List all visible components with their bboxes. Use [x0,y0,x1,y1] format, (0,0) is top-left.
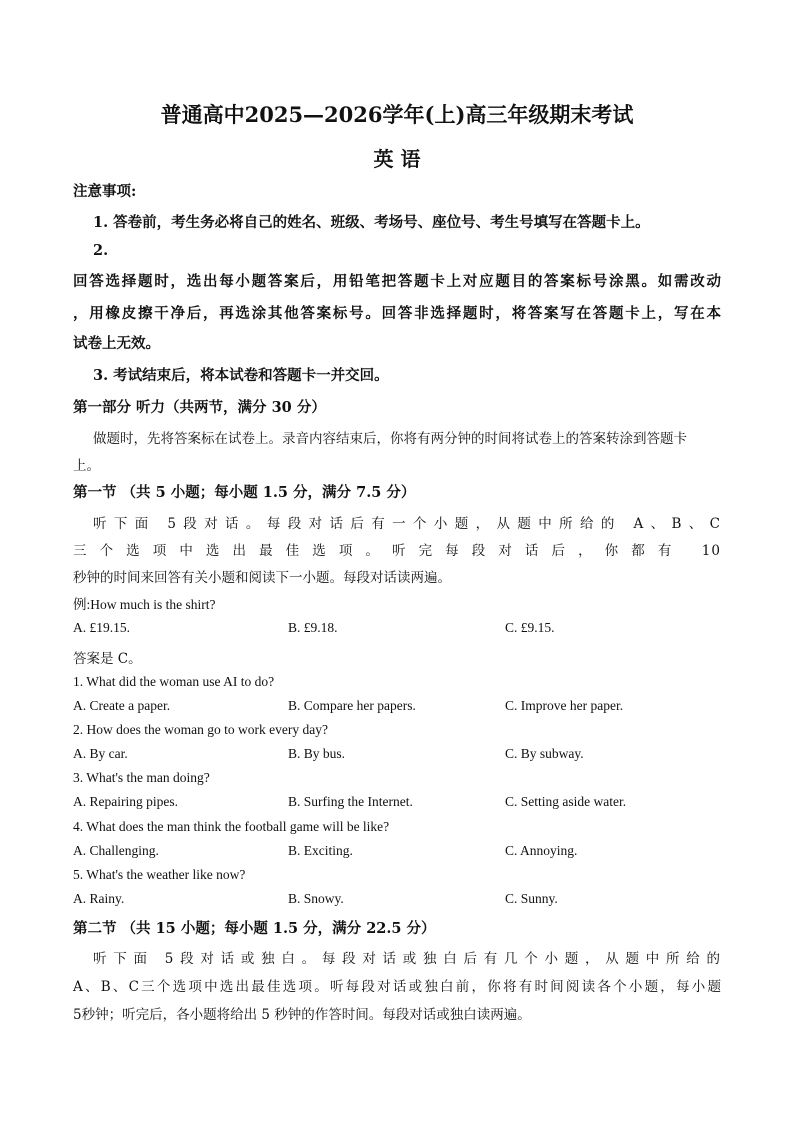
question-5: 5. What's the weather like now? [73,867,246,882]
question-4: 4. What does the man think the football game will be like? [73,819,390,834]
question-2: 2. How does the woman go to work every day? [73,722,328,737]
notice-item-2-number: 2. [93,242,109,259]
section-1-instruction-line-2: 三个选项中选出最佳选项。听完每段对话后，你都有 10 [73,543,721,559]
section-1-heading: 第一节 （共 5 小题；每小题 1.5 分，满分 7.5 分） [73,484,416,501]
question-2-option-a: A. By car. [73,746,128,761]
example-option-b: B. £9.18. [288,620,338,635]
exam-title: 普通高中2025—2026学年(上)高三年级期末考试 [160,102,634,127]
question-3: 3. What's the man doing? [73,770,210,785]
example-question: 例:How much is the shirt? [73,597,216,612]
section-1-instruction-line-3: 秒钟的时间来回答有关小题和阅读下一小题。每段对话读两遍。 [73,570,451,586]
example-option-a: A. £19.15. [73,620,130,635]
notice-heading: 注意事项: [73,183,137,200]
question-2-option-c: C. By subway. [505,746,584,761]
part-1-heading: 第一部分 听力（共两节，满分 30 分） [73,399,326,416]
question-3-option-a: A. Repairing pipes. [73,794,178,809]
notice-item-1: 1. 答卷前，考生务必将自己的姓名、班级、考场号、座位号、考生号填写在答题卡上。 [93,214,650,231]
notice-item-3: 3. 考试结束后，将本试卷和答题卡一并交回。 [93,367,389,384]
section-2-instruction-line-1: 听下面 5段对话或独白。每段对话或独白后有几个小题，从题中所给的 [93,951,721,967]
section-2-instruction-line-2: A、B、C三个选项中选出最佳选项。听每段对话或独白前，你将有时间阅读各个小题，每小题 [73,979,721,995]
section-1-instruction-line-1: 听下面 5段对话。每段对话后有一个小题，从题中所给的 A、B、C [93,516,721,532]
section-2-heading: 第二节 （共 15 小题；每小题 1.5 分，满分 22.5 分） [73,920,436,937]
question-1-option-a: A. Create a paper. [73,698,171,713]
question-3-option-b: B. Surfing the Internet. [288,794,413,809]
notice-item-2-line-3: 试卷上无效。 [73,335,160,352]
question-1-option-b: B. Compare her papers. [288,698,416,713]
notice-item-2-line-2: ，用橡皮擦干净后，再选涂其他答案标号。回答非选择题时，将答案写在答题卡上，写在本 [73,305,721,322]
question-5-option-b: B. Snowy. [288,891,344,906]
question-3-option-c: C. Setting aside water. [505,794,627,809]
part-1-instruction-line-2: 上。 [73,458,100,474]
question-4-option-c: C. Annoying. [505,843,578,858]
question-2-option-b: B. By bus. [288,746,346,761]
question-4-option-a: A. Challenging. [73,843,159,858]
notice-item-2-line-1: 回答选择题时，选出每小题答案后，用铅笔把答题卡上对应题目的答案标号涂黑。如需改动 [73,273,721,290]
question-1: 1. What did the woman use AI to do? [73,674,275,689]
question-4-option-b: B. Exciting. [288,843,353,858]
section-2-instruction-line-3: 5秒钟；听完后，各小题将给出 5 秒钟的作答时间。每段对话或独白读两遍。 [73,1007,531,1023]
subject-title: 英 语 [373,147,421,171]
example-option-c: C. £9.15. [505,620,555,635]
part-1-instruction-line-1: 做题时，先将答案标在试卷上。录音内容结束后，你将有两分钟的时间将试卷上的答案转涂到答题卡 [93,431,687,447]
question-5-option-c: C. Sunny. [505,891,558,906]
question-5-option-a: A. Rainy. [73,891,125,906]
example-answer: 答案是 C。 [73,651,142,667]
question-1-option-c: C. Improve her paper. [505,698,624,713]
